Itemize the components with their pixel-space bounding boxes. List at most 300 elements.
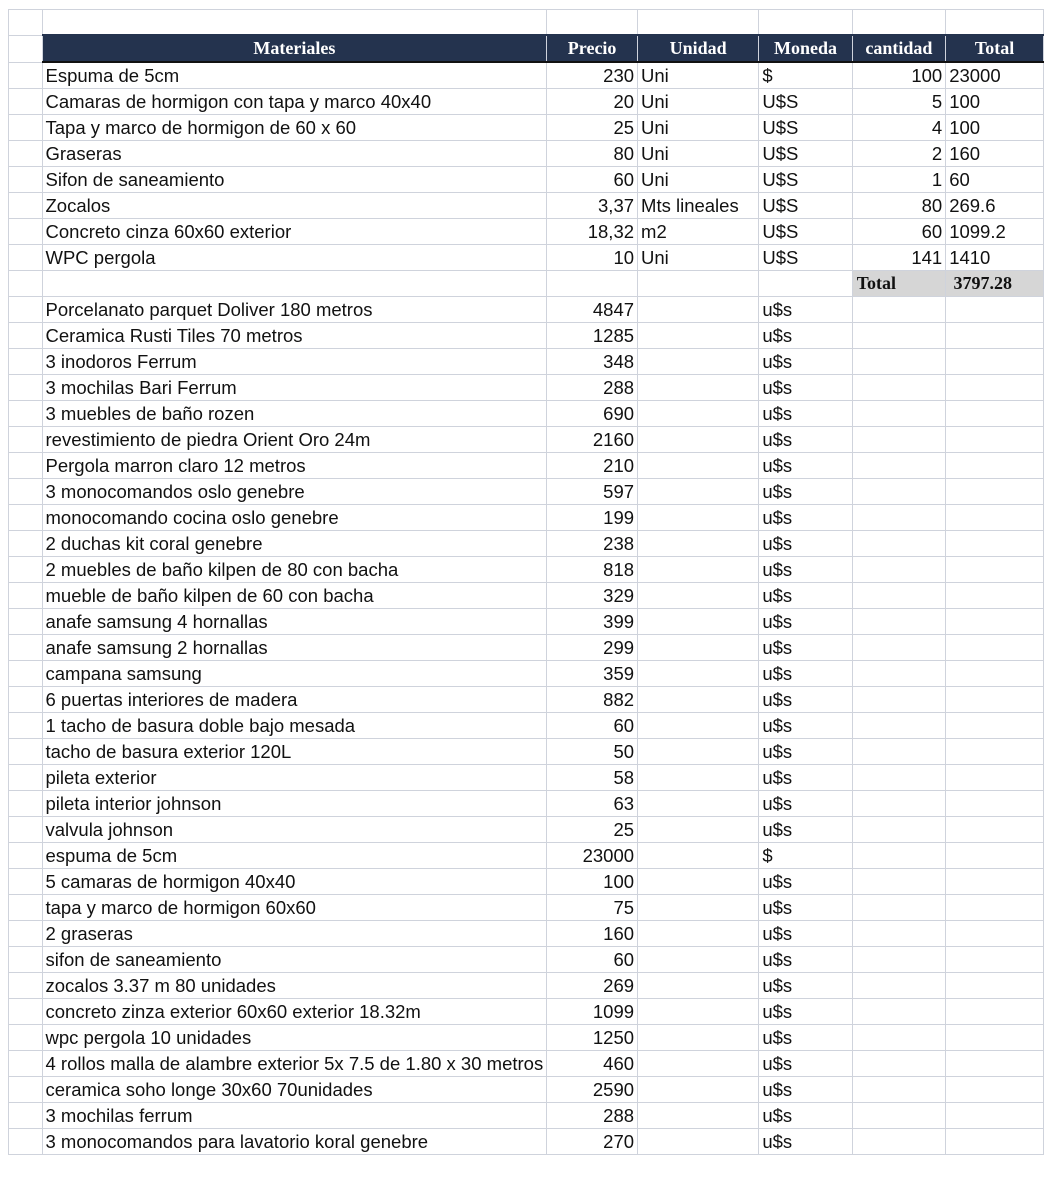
total-cell[interactable] — [946, 895, 1044, 921]
material-cell[interactable]: 2 duchas kit coral genebre — [42, 531, 547, 557]
moneda-cell[interactable]: u$s — [759, 635, 852, 661]
material-cell[interactable]: concreto zinza exterior 60x60 exterior 18.32m — [42, 999, 547, 1025]
material-cell[interactable]: revestimiento de piedra Orient Oro 24m — [42, 427, 547, 453]
total-cell[interactable] — [946, 583, 1044, 609]
moneda-cell[interactable]: u$s — [759, 583, 852, 609]
material-cell[interactable]: Concreto cinza 60x60 exterior — [42, 219, 547, 245]
total-cell[interactable] — [946, 973, 1044, 999]
cantidad-cell[interactable] — [852, 1129, 945, 1155]
total-cell[interactable] — [946, 713, 1044, 739]
unidad-cell[interactable] — [638, 869, 759, 895]
precio-cell[interactable]: 238 — [547, 531, 638, 557]
material-cell[interactable]: WPC pergola — [42, 245, 547, 271]
row-gutter-cell[interactable] — [9, 479, 43, 505]
header-precio[interactable]: Precio — [547, 35, 638, 62]
moneda-cell[interactable]: u$s — [759, 375, 852, 401]
total-cell[interactable]: 23000 — [946, 62, 1044, 89]
moneda-cell[interactable]: u$s — [759, 713, 852, 739]
unidad-cell[interactable] — [638, 297, 759, 323]
cantidad-cell[interactable]: 141 — [852, 245, 945, 271]
row-gutter-cell[interactable] — [9, 349, 43, 375]
moneda-cell[interactable]: U$S — [759, 167, 852, 193]
cantidad-cell[interactable] — [852, 401, 945, 427]
moneda-cell[interactable]: u$s — [759, 531, 852, 557]
moneda-cell[interactable]: u$s — [759, 479, 852, 505]
precio-cell[interactable]: 20 — [547, 89, 638, 115]
precio-cell[interactable]: 348 — [547, 349, 638, 375]
total-cell[interactable]: 269.6 — [946, 193, 1044, 219]
unidad-cell[interactable] — [638, 999, 759, 1025]
precio-cell[interactable]: 359 — [547, 661, 638, 687]
cantidad-cell[interactable]: 4 — [852, 115, 945, 141]
empty-cell[interactable] — [638, 271, 759, 297]
material-cell[interactable]: Pergola marron claro 12 metros — [42, 453, 547, 479]
precio-cell[interactable]: 288 — [547, 375, 638, 401]
cantidad-cell[interactable] — [852, 297, 945, 323]
row-gutter-cell[interactable] — [9, 453, 43, 479]
cantidad-cell[interactable] — [852, 713, 945, 739]
unidad-cell[interactable]: Uni — [638, 115, 759, 141]
material-cell[interactable]: tacho de basura exterior 120L — [42, 739, 547, 765]
cantidad-cell[interactable] — [852, 323, 945, 349]
unidad-cell[interactable]: Uni — [638, 141, 759, 167]
precio-cell[interactable]: 299 — [547, 635, 638, 661]
precio-cell[interactable]: 50 — [547, 739, 638, 765]
total-cell[interactable] — [946, 1077, 1044, 1103]
total-cell[interactable] — [946, 505, 1044, 531]
total-cell[interactable] — [946, 609, 1044, 635]
moneda-cell[interactable]: u$s — [759, 973, 852, 999]
cantidad-cell[interactable] — [852, 1103, 945, 1129]
row-gutter-cell[interactable] — [9, 35, 43, 62]
total-cell[interactable] — [946, 687, 1044, 713]
total-cell[interactable] — [946, 869, 1044, 895]
unidad-cell[interactable] — [638, 453, 759, 479]
unidad-cell[interactable] — [638, 557, 759, 583]
subtotal-label[interactable]: Total — [852, 271, 945, 297]
total-cell[interactable] — [946, 453, 1044, 479]
header-materiales[interactable]: Materiales — [42, 35, 547, 62]
material-cell[interactable]: 3 mochilas ferrum — [42, 1103, 547, 1129]
total-cell[interactable] — [946, 401, 1044, 427]
moneda-cell[interactable]: u$s — [759, 765, 852, 791]
unidad-cell[interactable] — [638, 973, 759, 999]
unidad-cell[interactable]: Uni — [638, 167, 759, 193]
cantidad-cell[interactable] — [852, 375, 945, 401]
unidad-cell[interactable] — [638, 1129, 759, 1155]
row-gutter-cell[interactable] — [9, 635, 43, 661]
precio-cell[interactable]: 1250 — [547, 1025, 638, 1051]
moneda-cell[interactable]: u$s — [759, 921, 852, 947]
row-gutter-cell[interactable] — [9, 62, 43, 89]
row-gutter-cell[interactable] — [9, 1051, 43, 1077]
precio-cell[interactable]: 269 — [547, 973, 638, 999]
moneda-cell[interactable]: u$s — [759, 1025, 852, 1051]
row-gutter-cell[interactable] — [9, 1077, 43, 1103]
total-cell[interactable] — [946, 1129, 1044, 1155]
unidad-cell[interactable] — [638, 609, 759, 635]
total-cell[interactable] — [946, 999, 1044, 1025]
total-cell[interactable] — [946, 323, 1044, 349]
precio-cell[interactable]: 288 — [547, 1103, 638, 1129]
precio-cell[interactable]: 460 — [547, 1051, 638, 1077]
material-cell[interactable]: pileta exterior — [42, 765, 547, 791]
unidad-cell[interactable] — [638, 1103, 759, 1129]
total-cell[interactable] — [946, 479, 1044, 505]
unidad-cell[interactable] — [638, 661, 759, 687]
cantidad-cell[interactable]: 2 — [852, 141, 945, 167]
total-cell[interactable]: 60 — [946, 167, 1044, 193]
row-gutter-cell[interactable] — [9, 869, 43, 895]
material-cell[interactable]: zocalos 3.37 m 80 unidades — [42, 973, 547, 999]
moneda-cell[interactable]: u$s — [759, 349, 852, 375]
moneda-cell[interactable]: u$s — [759, 557, 852, 583]
unidad-cell[interactable]: Uni — [638, 245, 759, 271]
precio-cell[interactable]: 2160 — [547, 427, 638, 453]
row-gutter-cell[interactable] — [9, 947, 43, 973]
unidad-cell[interactable] — [638, 635, 759, 661]
material-cell[interactable]: sifon de saneamiento — [42, 947, 547, 973]
unidad-cell[interactable] — [638, 349, 759, 375]
cantidad-cell[interactable]: 80 — [852, 193, 945, 219]
empty-cell[interactable] — [759, 271, 852, 297]
moneda-cell[interactable]: u$s — [759, 947, 852, 973]
row-gutter-cell[interactable] — [9, 661, 43, 687]
material-cell[interactable]: 2 graseras — [42, 921, 547, 947]
cantidad-cell[interactable] — [852, 661, 945, 687]
moneda-cell[interactable]: u$s — [759, 323, 852, 349]
precio-cell[interactable]: 1285 — [547, 323, 638, 349]
material-cell[interactable]: espuma de 5cm — [42, 843, 547, 869]
material-cell[interactable]: wpc pergola 10 unidades — [42, 1025, 547, 1051]
unidad-cell[interactable] — [638, 687, 759, 713]
total-cell[interactable] — [946, 557, 1044, 583]
unidad-cell[interactable] — [638, 921, 759, 947]
row-gutter-cell[interactable] — [9, 193, 43, 219]
moneda-cell[interactable]: U$S — [759, 219, 852, 245]
total-cell[interactable] — [946, 791, 1044, 817]
header-moneda[interactable]: Moneda — [759, 35, 852, 62]
cantidad-cell[interactable] — [852, 479, 945, 505]
total-cell[interactable]: 100 — [946, 89, 1044, 115]
total-cell[interactable] — [946, 947, 1044, 973]
moneda-cell[interactable]: U$S — [759, 115, 852, 141]
material-cell[interactable]: Sifon de saneamiento — [42, 167, 547, 193]
cantidad-cell[interactable] — [852, 1077, 945, 1103]
unidad-cell[interactable] — [638, 479, 759, 505]
material-cell[interactable]: 3 inodoros Ferrum — [42, 349, 547, 375]
row-gutter-cell[interactable] — [9, 817, 43, 843]
precio-cell[interactable]: 23000 — [547, 843, 638, 869]
cantidad-cell[interactable] — [852, 349, 945, 375]
unidad-cell[interactable]: m2 — [638, 219, 759, 245]
unidad-cell[interactable] — [638, 427, 759, 453]
moneda-cell[interactable]: $ — [759, 843, 852, 869]
unidad-cell[interactable]: Mts lineales — [638, 193, 759, 219]
total-cell[interactable] — [946, 765, 1044, 791]
cantidad-cell[interactable] — [852, 583, 945, 609]
row-gutter-cell[interactable] — [9, 505, 43, 531]
moneda-cell[interactable]: u$s — [759, 505, 852, 531]
cantidad-cell[interactable] — [852, 609, 945, 635]
moneda-cell[interactable]: u$s — [759, 427, 852, 453]
precio-cell[interactable]: 329 — [547, 583, 638, 609]
unidad-cell[interactable] — [638, 1077, 759, 1103]
material-cell[interactable]: 3 monocomandos oslo genebre — [42, 479, 547, 505]
row-gutter-cell[interactable] — [9, 791, 43, 817]
total-cell[interactable] — [946, 375, 1044, 401]
material-cell[interactable]: 4 rollos malla de alambre exterior 5x 7.5 de 1.80 x 30 metros — [42, 1051, 547, 1077]
moneda-cell[interactable]: U$S — [759, 245, 852, 271]
cantidad-cell[interactable] — [852, 895, 945, 921]
unidad-cell[interactable] — [638, 505, 759, 531]
empty-cell[interactable] — [547, 271, 638, 297]
row-gutter-cell[interactable] — [9, 583, 43, 609]
cantidad-cell[interactable] — [852, 557, 945, 583]
unidad-cell[interactable] — [638, 791, 759, 817]
precio-cell[interactable]: 690 — [547, 401, 638, 427]
row-gutter-cell[interactable] — [9, 531, 43, 557]
moneda-cell[interactable]: u$s — [759, 1103, 852, 1129]
empty-cell[interactable] — [638, 10, 759, 36]
row-gutter-cell[interactable] — [9, 1025, 43, 1051]
precio-cell[interactable]: 1099 — [547, 999, 638, 1025]
row-gutter-cell[interactable] — [9, 739, 43, 765]
cantidad-cell[interactable] — [852, 687, 945, 713]
empty-cell[interactable] — [547, 10, 638, 36]
total-cell[interactable] — [946, 739, 1044, 765]
unidad-cell[interactable] — [638, 817, 759, 843]
material-cell[interactable]: Graseras — [42, 141, 547, 167]
cantidad-cell[interactable] — [852, 739, 945, 765]
total-cell[interactable] — [946, 1025, 1044, 1051]
row-gutter-cell[interactable] — [9, 141, 43, 167]
moneda-cell[interactable]: U$S — [759, 141, 852, 167]
total-cell[interactable] — [946, 817, 1044, 843]
cantidad-cell[interactable] — [852, 947, 945, 973]
material-cell[interactable]: tapa y marco de hormigon 60x60 — [42, 895, 547, 921]
row-gutter-cell[interactable] — [9, 10, 43, 36]
total-cell[interactable] — [946, 921, 1044, 947]
material-cell[interactable]: pileta interior johnson — [42, 791, 547, 817]
precio-cell[interactable]: 10 — [547, 245, 638, 271]
unidad-cell[interactable] — [638, 375, 759, 401]
material-cell[interactable]: Tapa y marco de hormigon de 60 x 60 — [42, 115, 547, 141]
material-cell[interactable]: 1 tacho de basura doble bajo mesada — [42, 713, 547, 739]
row-gutter-cell[interactable] — [9, 765, 43, 791]
cantidad-cell[interactable] — [852, 635, 945, 661]
empty-cell[interactable] — [42, 10, 547, 36]
precio-cell[interactable]: 818 — [547, 557, 638, 583]
header-unidad[interactable]: Unidad — [638, 35, 759, 62]
material-cell[interactable]: Porcelanato parquet Doliver 180 metros — [42, 297, 547, 323]
moneda-cell[interactable]: u$s — [759, 687, 852, 713]
row-gutter-cell[interactable] — [9, 1103, 43, 1129]
row-gutter-cell[interactable] — [9, 609, 43, 635]
unidad-cell[interactable]: Uni — [638, 89, 759, 115]
material-cell[interactable]: valvula johnson — [42, 817, 547, 843]
material-cell[interactable]: 5 camaras de hormigon 40x40 — [42, 869, 547, 895]
total-cell[interactable] — [946, 1051, 1044, 1077]
row-gutter-cell[interactable] — [9, 297, 43, 323]
moneda-cell[interactable]: u$s — [759, 895, 852, 921]
cantidad-cell[interactable] — [852, 999, 945, 1025]
cantidad-cell[interactable] — [852, 921, 945, 947]
cantidad-cell[interactable] — [852, 531, 945, 557]
empty-cell[interactable] — [759, 10, 852, 36]
material-cell[interactable]: Ceramica Rusti Tiles 70 metros — [42, 323, 547, 349]
cantidad-cell[interactable]: 100 — [852, 62, 945, 89]
material-cell[interactable]: anafe samsung 4 hornallas — [42, 609, 547, 635]
material-cell[interactable]: monocomando cocina oslo genebre — [42, 505, 547, 531]
unidad-cell[interactable] — [638, 843, 759, 869]
precio-cell[interactable]: 60 — [547, 947, 638, 973]
cantidad-cell[interactable] — [852, 453, 945, 479]
material-cell[interactable]: 3 mochilas Bari Ferrum — [42, 375, 547, 401]
header-total[interactable]: Total — [946, 35, 1044, 62]
material-cell[interactable]: 3 muebles de baño rozen — [42, 401, 547, 427]
moneda-cell[interactable]: u$s — [759, 739, 852, 765]
total-cell[interactable] — [946, 297, 1044, 323]
row-gutter-cell[interactable] — [9, 167, 43, 193]
unidad-cell[interactable] — [638, 947, 759, 973]
row-gutter-cell[interactable] — [9, 921, 43, 947]
precio-cell[interactable]: 210 — [547, 453, 638, 479]
precio-cell[interactable]: 160 — [547, 921, 638, 947]
precio-cell[interactable]: 230 — [547, 62, 638, 89]
cantidad-cell[interactable] — [852, 843, 945, 869]
total-cell[interactable] — [946, 843, 1044, 869]
row-gutter-cell[interactable] — [9, 895, 43, 921]
unidad-cell[interactable] — [638, 531, 759, 557]
moneda-cell[interactable]: u$s — [759, 297, 852, 323]
moneda-cell[interactable]: u$s — [759, 791, 852, 817]
precio-cell[interactable]: 2590 — [547, 1077, 638, 1103]
unidad-cell[interactable] — [638, 401, 759, 427]
material-cell[interactable]: Zocalos — [42, 193, 547, 219]
row-gutter-cell[interactable] — [9, 843, 43, 869]
unidad-cell[interactable] — [638, 895, 759, 921]
total-cell[interactable] — [946, 427, 1044, 453]
row-gutter-cell[interactable] — [9, 427, 43, 453]
material-cell[interactable]: 3 monocomandos para lavatorio koral genebre — [42, 1129, 547, 1155]
unidad-cell[interactable]: Uni — [638, 62, 759, 89]
unidad-cell[interactable] — [638, 739, 759, 765]
row-gutter-cell[interactable] — [9, 999, 43, 1025]
moneda-cell[interactable]: u$s — [759, 1051, 852, 1077]
row-gutter-cell[interactable] — [9, 323, 43, 349]
row-gutter-cell[interactable] — [9, 401, 43, 427]
row-gutter-cell[interactable] — [9, 245, 43, 271]
moneda-cell[interactable]: u$s — [759, 1077, 852, 1103]
row-gutter-cell[interactable] — [9, 973, 43, 999]
moneda-cell[interactable]: u$s — [759, 453, 852, 479]
row-gutter-cell[interactable] — [9, 713, 43, 739]
cantidad-cell[interactable]: 5 — [852, 89, 945, 115]
cantidad-cell[interactable]: 1 — [852, 167, 945, 193]
precio-cell[interactable]: 75 — [547, 895, 638, 921]
moneda-cell[interactable]: u$s — [759, 869, 852, 895]
precio-cell[interactable]: 25 — [547, 115, 638, 141]
row-gutter-cell[interactable] — [9, 89, 43, 115]
material-cell[interactable]: Espuma de 5cm — [42, 62, 547, 89]
empty-cell[interactable] — [946, 10, 1044, 36]
moneda-cell[interactable]: u$s — [759, 609, 852, 635]
moneda-cell[interactable]: u$s — [759, 999, 852, 1025]
subtotal-value[interactable]: 3797.28 — [946, 271, 1044, 297]
cantidad-cell[interactable] — [852, 505, 945, 531]
unidad-cell[interactable] — [638, 765, 759, 791]
header-cantidad[interactable]: cantidad — [852, 35, 945, 62]
cantidad-cell[interactable] — [852, 427, 945, 453]
cantidad-cell[interactable] — [852, 1051, 945, 1077]
precio-cell[interactable]: 60 — [547, 167, 638, 193]
unidad-cell[interactable] — [638, 713, 759, 739]
precio-cell[interactable]: 60 — [547, 713, 638, 739]
precio-cell[interactable]: 199 — [547, 505, 638, 531]
precio-cell[interactable]: 4847 — [547, 297, 638, 323]
precio-cell[interactable]: 58 — [547, 765, 638, 791]
empty-cell[interactable] — [852, 10, 945, 36]
material-cell[interactable]: anafe samsung 2 hornallas — [42, 635, 547, 661]
total-cell[interactable]: 160 — [946, 141, 1044, 167]
total-cell[interactable]: 1099.2 — [946, 219, 1044, 245]
unidad-cell[interactable] — [638, 323, 759, 349]
cantidad-cell[interactable] — [852, 869, 945, 895]
row-gutter-cell[interactable] — [9, 557, 43, 583]
material-cell[interactable]: ceramica soho longe 30x60 70unidades — [42, 1077, 547, 1103]
total-cell[interactable] — [946, 531, 1044, 557]
cantidad-cell[interactable] — [852, 765, 945, 791]
precio-cell[interactable]: 597 — [547, 479, 638, 505]
material-cell[interactable]: campana samsung — [42, 661, 547, 687]
cantidad-cell[interactable] — [852, 791, 945, 817]
row-gutter-cell[interactable] — [9, 1129, 43, 1155]
total-cell[interactable] — [946, 661, 1044, 687]
row-gutter-cell[interactable] — [9, 219, 43, 245]
cantidad-cell[interactable] — [852, 1025, 945, 1051]
precio-cell[interactable]: 63 — [547, 791, 638, 817]
row-gutter-cell[interactable] — [9, 375, 43, 401]
total-cell[interactable] — [946, 635, 1044, 661]
material-cell[interactable]: Camaras de hormigon con tapa y marco 40x40 — [42, 89, 547, 115]
total-cell[interactable] — [946, 1103, 1044, 1129]
moneda-cell[interactable]: U$S — [759, 193, 852, 219]
moneda-cell[interactable]: U$S — [759, 89, 852, 115]
moneda-cell[interactable]: u$s — [759, 661, 852, 687]
total-cell[interactable]: 1410 — [946, 245, 1044, 271]
cantidad-cell[interactable] — [852, 973, 945, 999]
material-cell[interactable]: 6 puertas interiores de madera — [42, 687, 547, 713]
precio-cell[interactable]: 25 — [547, 817, 638, 843]
unidad-cell[interactable] — [638, 1025, 759, 1051]
material-cell[interactable]: 2 muebles de baño kilpen de 80 con bacha — [42, 557, 547, 583]
cantidad-cell[interactable] — [852, 817, 945, 843]
total-cell[interactable]: 100 — [946, 115, 1044, 141]
moneda-cell[interactable]: u$s — [759, 817, 852, 843]
precio-cell[interactable]: 882 — [547, 687, 638, 713]
precio-cell[interactable]: 100 — [547, 869, 638, 895]
total-cell[interactable] — [946, 349, 1044, 375]
row-gutter-cell[interactable] — [9, 271, 43, 297]
precio-cell[interactable]: 18,32 — [547, 219, 638, 245]
material-cell[interactable]: mueble de baño kilpen de 60 con bacha — [42, 583, 547, 609]
moneda-cell[interactable]: $ — [759, 62, 852, 89]
precio-cell[interactable]: 399 — [547, 609, 638, 635]
row-gutter-cell[interactable] — [9, 115, 43, 141]
unidad-cell[interactable] — [638, 583, 759, 609]
precio-cell[interactable]: 80 — [547, 141, 638, 167]
